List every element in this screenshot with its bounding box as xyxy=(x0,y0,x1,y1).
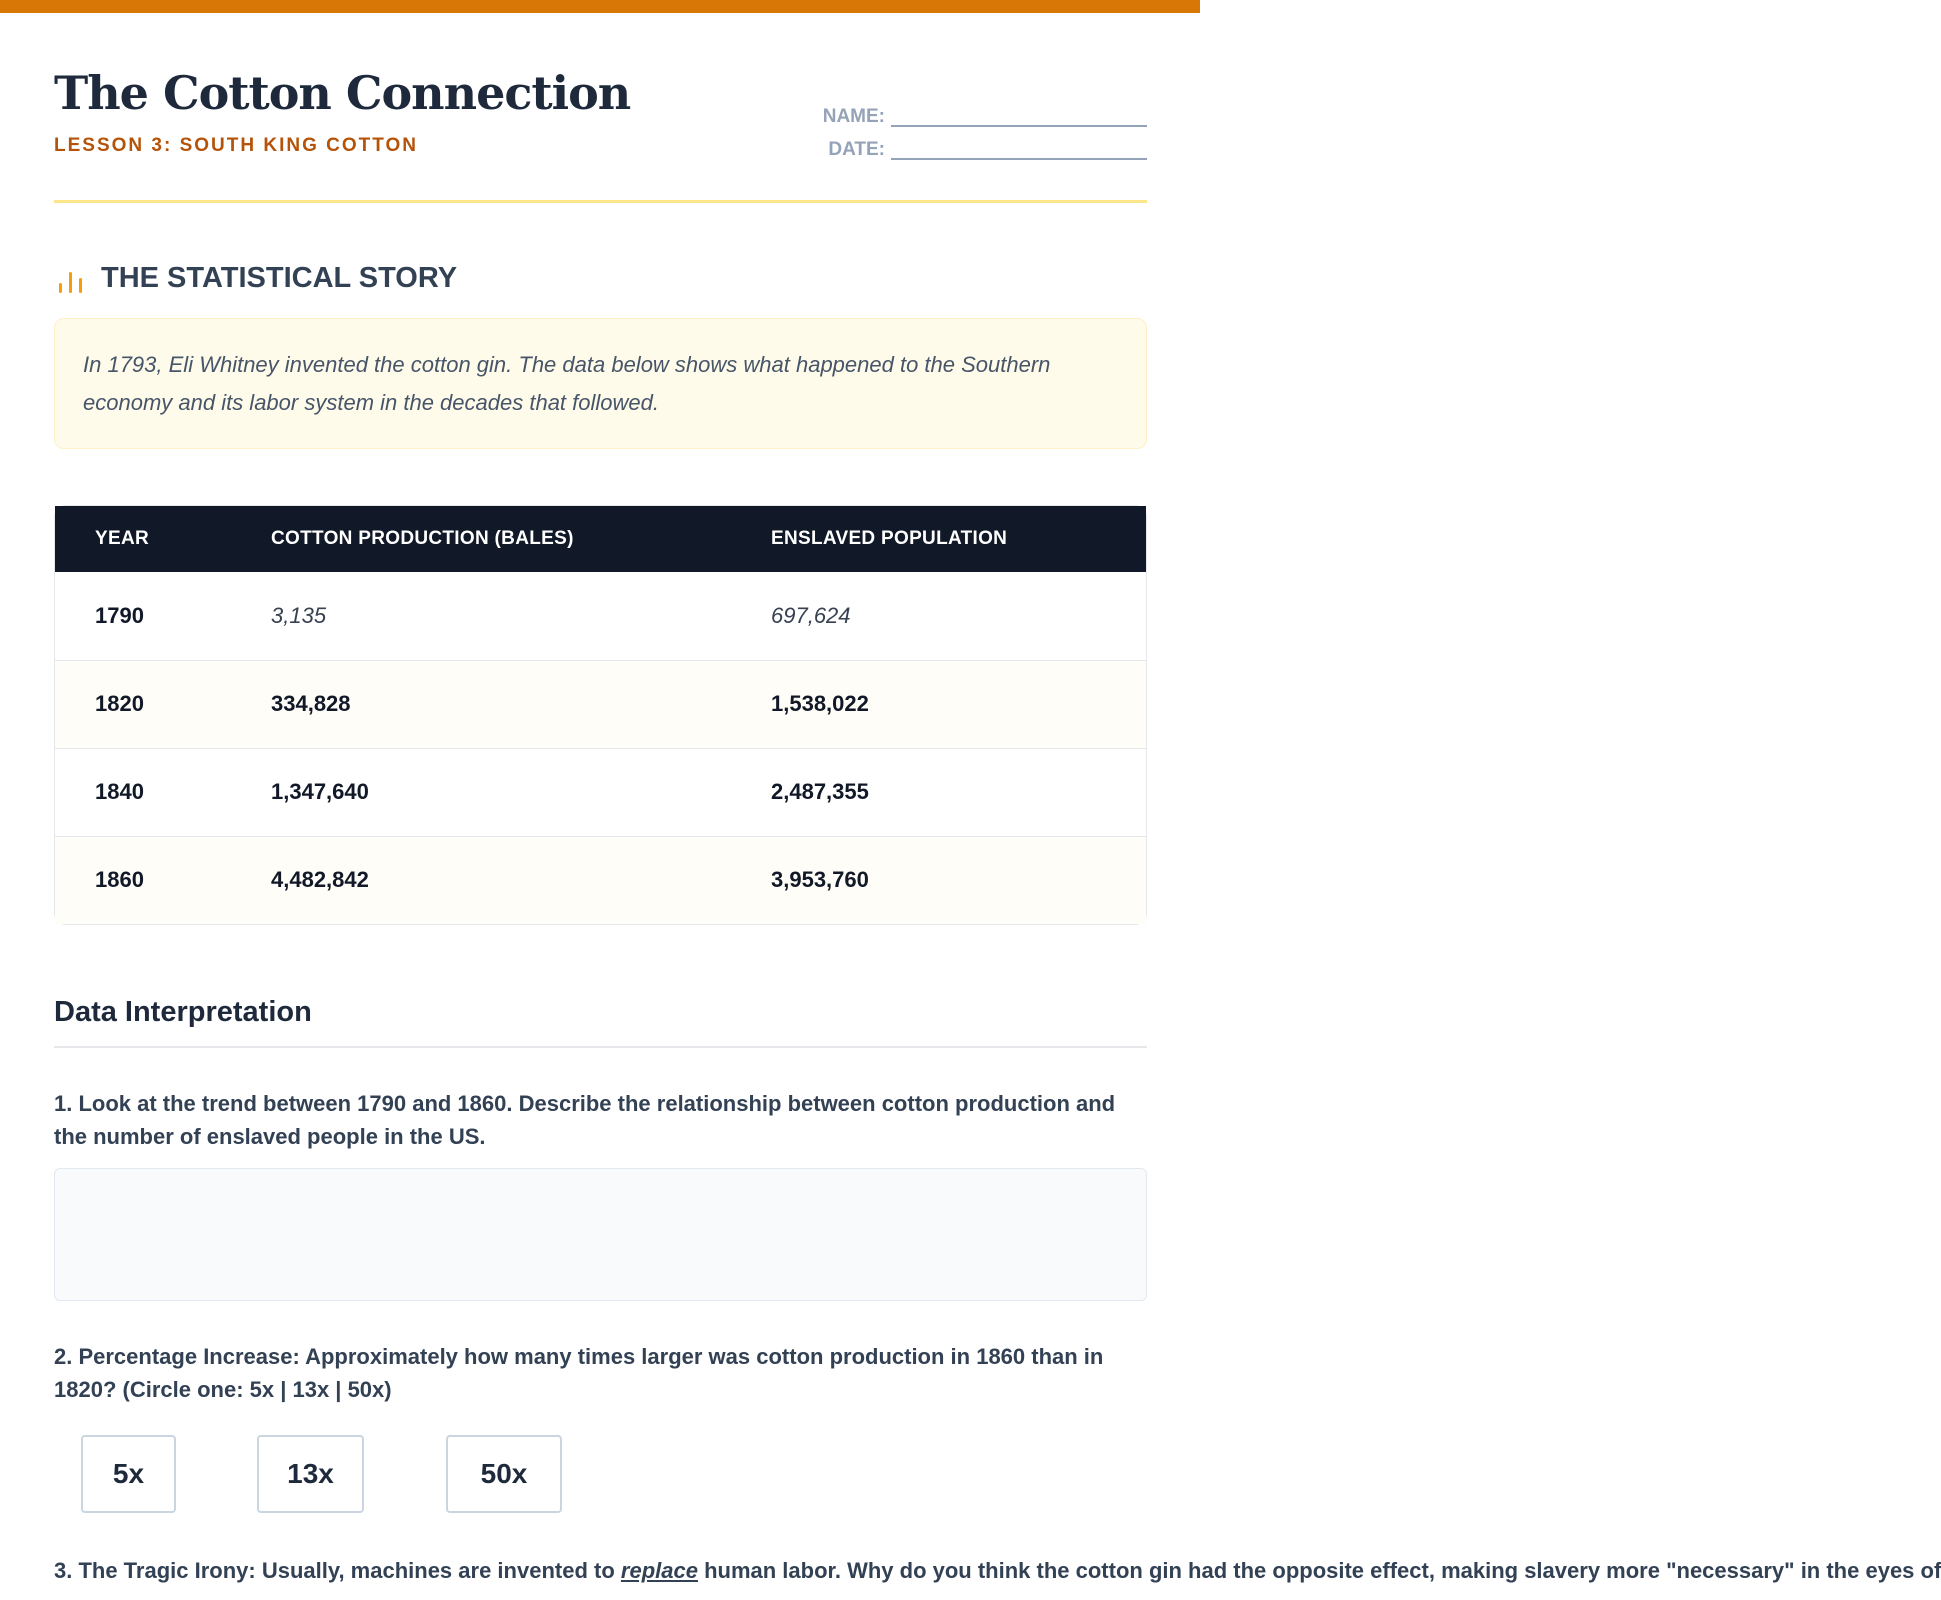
page-title: The Cotton Connection xyxy=(54,66,631,120)
year-cell: 1790 xyxy=(95,602,144,628)
section-title: THE STATISTICAL STORY xyxy=(101,262,458,294)
year-cell: 1860 xyxy=(95,867,144,893)
name-label: NAME: xyxy=(822,106,885,127)
question-3 xyxy=(54,1554,1941,1600)
section-heading xyxy=(54,262,754,298)
cotton-cell: 3,135 xyxy=(271,602,327,628)
table-row xyxy=(55,836,1146,924)
population-cell: 1,538,022 xyxy=(771,691,869,716)
question-3-emphasis: replace xyxy=(620,1558,698,1583)
header-divider xyxy=(54,200,1147,203)
table-row xyxy=(55,748,1146,836)
cotton-cell: 334,828 xyxy=(271,691,351,716)
choice-5x[interactable]: 5x xyxy=(81,1435,176,1513)
name-line[interactable] xyxy=(891,125,1147,127)
top-accent-bar xyxy=(0,0,1200,13)
date-field xyxy=(787,135,1147,161)
name-field xyxy=(787,102,1147,128)
date-label: DATE: xyxy=(828,139,885,160)
population-cell: 3,953,760 xyxy=(771,867,869,893)
year-cell: 1840 xyxy=(95,779,144,804)
choice-50x[interactable]: 50x xyxy=(446,1435,562,1513)
question-1: 1. Look at the trend between 1790 and 1860. Describe the relationship between cotton production and the number of enslaved people in the US. xyxy=(54,1091,1116,1149)
lesson-subtitle: LESSON 3: SOUTH KING COTTON xyxy=(54,135,419,156)
year-cell: 1820 xyxy=(95,691,144,716)
answer-box-1[interactable] xyxy=(54,1168,1147,1301)
interpretation-divider xyxy=(54,1046,1147,1048)
column-header-cotton: COTTON PRODUCTION (BALES) xyxy=(271,528,574,549)
bar-chart-icon xyxy=(58,268,84,294)
data-table xyxy=(54,505,1147,925)
table-row xyxy=(55,572,1146,660)
choice-13x[interactable]: 13x xyxy=(257,1435,364,1513)
cotton-cell: 1,347,640 xyxy=(271,779,369,804)
worksheet-header xyxy=(54,66,1147,206)
table-header-row xyxy=(55,506,1146,572)
table-row xyxy=(55,660,1146,748)
cotton-cell: 4,482,842 xyxy=(271,867,369,893)
question-3-text-end: human labor. Why do you think the cotton gin had the opposite effect, making slavery more "necessary" in the eyes of xyxy=(697,1558,1941,1583)
population-cell: 697,624 xyxy=(771,602,851,628)
question-2: 2. Percentage Increase: Approximately how many times larger was cotton production in 1860 than in 1820? (Circle one: 5x | 13x | 50x) xyxy=(54,1344,1104,1402)
intro-callout: In 1793, Eli Whitney invented the cotton gin. The data below shows what happened to the Southern economy and its labor system in the decades that followed. xyxy=(54,318,1147,449)
population-cell: 2,487,355 xyxy=(771,779,869,804)
question-3-text-start: 3. The Tragic Irony: Usually, machines are invented to xyxy=(54,1558,621,1583)
column-header-population: ENSLAVED POPULATION xyxy=(771,528,1008,549)
interpretation-title: Data Interpretation xyxy=(54,996,312,1028)
column-header-year: YEAR xyxy=(95,528,149,549)
date-line[interactable] xyxy=(891,158,1147,160)
